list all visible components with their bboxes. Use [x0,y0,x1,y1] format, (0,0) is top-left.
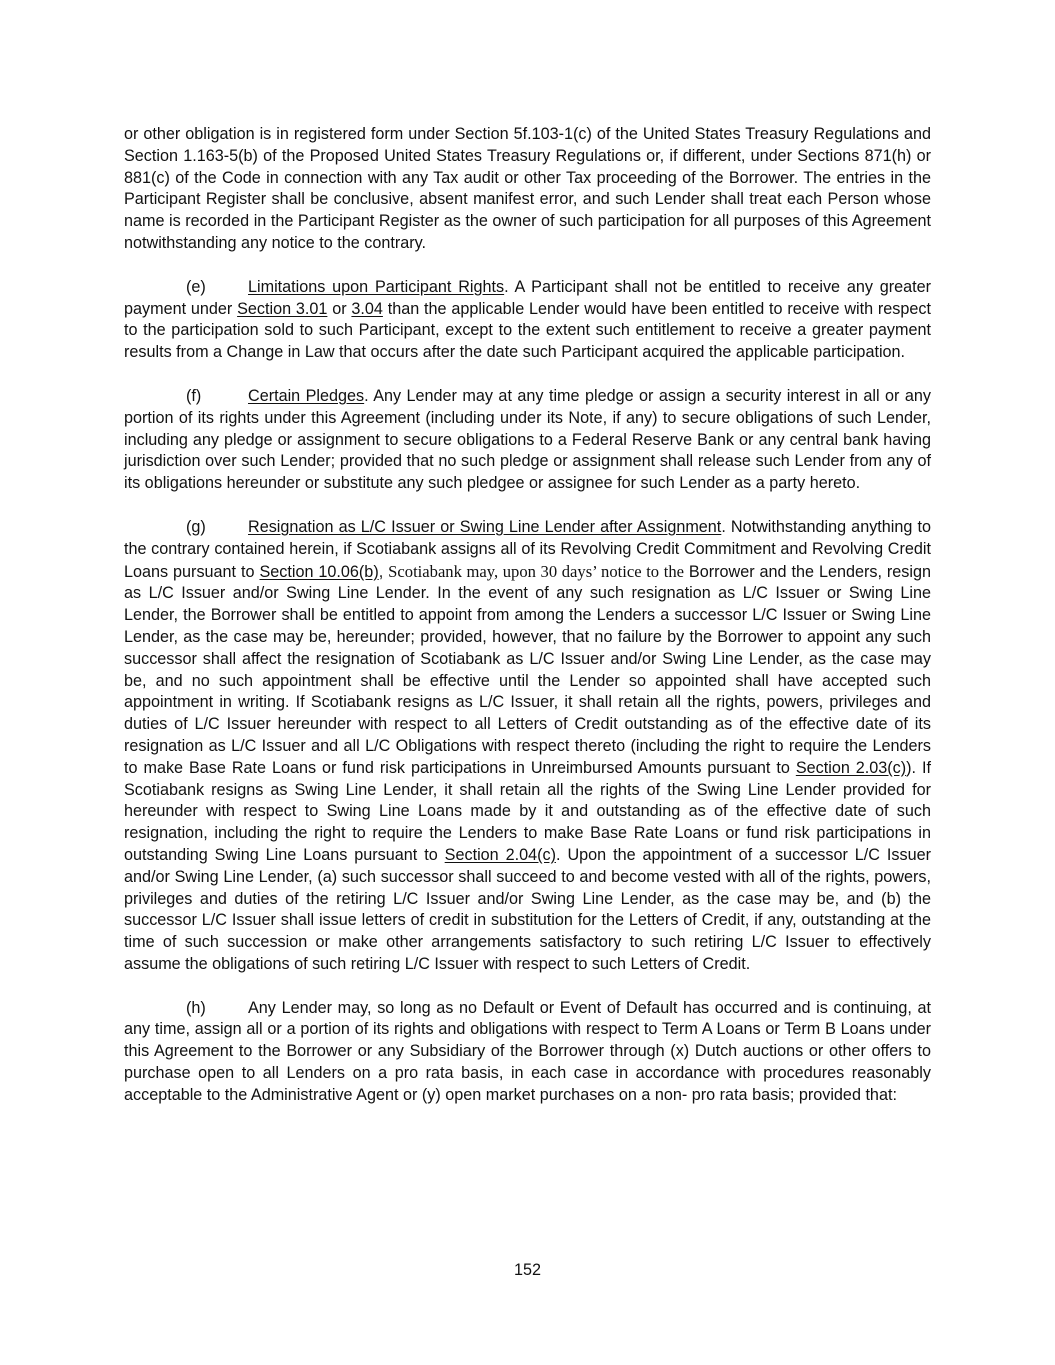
paragraph-f [124,386,931,495]
page-number: 152 [513,1261,541,1279]
paragraph-text: than the applicable Lender would have been entitled to receive with respect to the participation sold to such Participant, except to the extent such entitlement to receive a greater payment results from a Change in Law that occurs after the date such Participant acquired the applicable participation. [124,299,932,362]
paragraph-h [124,998,931,1107]
section-reference: 3.04 [351,299,383,318]
clause-heading: Limitations upon Participant Rights [248,277,505,296]
paragraph-text: or [327,299,352,318]
paragraph-text: . Any Lender may at any time pledge or assign a security interest in all or any portion of its rights under this Agreement (including under its Note, if any) to secure obligations of such Lender, including any pledge or assignment to secure obligations to a Federal Reserve Bank or any central bank having jurisdiction over such Lender; provided that no such pledge or assignment shall release such Lender from any of its obligations hereunder or substitute any such pledgee or assignee for such Lender as a party hereto. [124,386,931,493]
section-reference: Section 3.01 [237,299,328,318]
paragraph-continuation [124,124,931,255]
document-page [124,124,931,1129]
clause-label: (g) [186,517,206,536]
section-reference: Section 2.03(c) [795,758,907,777]
clause-label: (h) [186,998,206,1017]
paragraph-text: or other obligation is in registered form under Section 5f.103-1(c) of the United States Treasury Regulations and Section 1.163-5(b) of the Proposed United States Treasury Regulations or, if different, under Sections 871(h) or 881(c) of the Code in connection with any Tax audit or other Tax proceeding of the Borrower. The entries in the Participant Register shall be conclusive, absent manifest error, and such Lender shall treat each Person whose name is recorded in the Participant Register as the owner of such participation for all purposes of this Agreement notwithstanding any notice to the contrary. [124,125,931,252]
serif-text-run: Scotiabank may, upon 30 days’ notice to the [388,561,684,581]
paragraph-g [124,517,931,976]
paragraph-text: . A Participant shall not be entitled to receive any greater payment under [124,277,932,318]
paragraph-text: Borrower and the Lenders, resign as L/C Issuer and/or Swing Line Lender. In the event of any such resignation as L/C Issuer or Swing Line Lender, the Borrower shall be entitled to appoint from among the Lenders a successor L/C Issuer or Swing Line Lender, as the case may be, hereunder; provided, however, that no failure by the Borrower to appoint any such successor shall affect the resignation of Scotiabank as L/C Issuer and/or Swing Line Lender, as the case may be, and no such appointment shall be effective until the Lender so appointed shall have accepted such appointment in writing. If Scotiabank resigns as L/C Issuer, it shall retain all the rights, powers, privileges and duties of L/C Issuer hereunder with respect to all Letters of Credit outstanding as of the effective date of its resignation as L/C Issuer and all L/C Obligations with respect thereto (including the right to require the Lenders to make Base Rate Loans or fund risk participations in Unreimbursed Amounts pursuant to [124,562,932,777]
paragraph-text: . Notwithstanding anything to the contrary contained herein, if Scotiabank assigns all of its Revolving Credit Commitment and Revolving Credit Loans pursuant to [124,517,931,581]
section-reference: Section 10.06(b) [259,562,379,581]
section-reference: Section 2.04(c) [444,845,556,864]
clause-label: (f) [186,386,202,405]
paragraph-e [124,277,931,364]
clause-label: (e) [186,277,206,296]
paragraph-text: , [378,562,389,581]
paragraph-text: ). If Scotiabank resigns as Swing Line Lender, it shall retain all the rights of the Swing Line Lender provided for hereunder with respect to Swing Line Loans made by it and outstanding as of the effective date of such resignation, including the right to require the Lenders to make Base Rate Loans or fund risk participations in outstanding Swing Line Loans pursuant to [124,758,931,864]
clause-heading: Resignation as L/C Issuer or Swing Line Lender after Assignment [248,517,722,536]
paragraph-text: Any Lender may, so long as no Default or Event of Default has occurred and is continuing, at any time, assign all or a portion of its rights and obligations with respect to Term A Loans or Term B Loans under this Agreement to the Borrower or any Subsidiary of the Borrower through (x) Dutch auctions or other offers to purchase open to all Lenders on a pro rata basis, in each case in accordance with procedures reasonably acceptable to the Administrative Agent or (y) open market purchases on a non- pro rata basis; provided that: [124,998,931,1104]
clause-heading: Certain Pledges [248,386,365,405]
paragraph-text: . Upon the appointment of a successor L/C Issuer and/or Swing Line Lender, (a) such successor shall succeed to and become vested with all of the rights, powers, privileges and duties of the retiring L/C Issuer and/or Swing Line Lender, as the case may be, and (b) the successor L/C Issuer shall issue letters of credit in substitution for the Letters of Credit, if any, outstanding at the time of such succession or make other arrangements satisfactory to such retiring L/C Issuer to effectively assume the obligations of such retiring L/C Issuer with respect to such Letters of Credit. [124,845,931,973]
